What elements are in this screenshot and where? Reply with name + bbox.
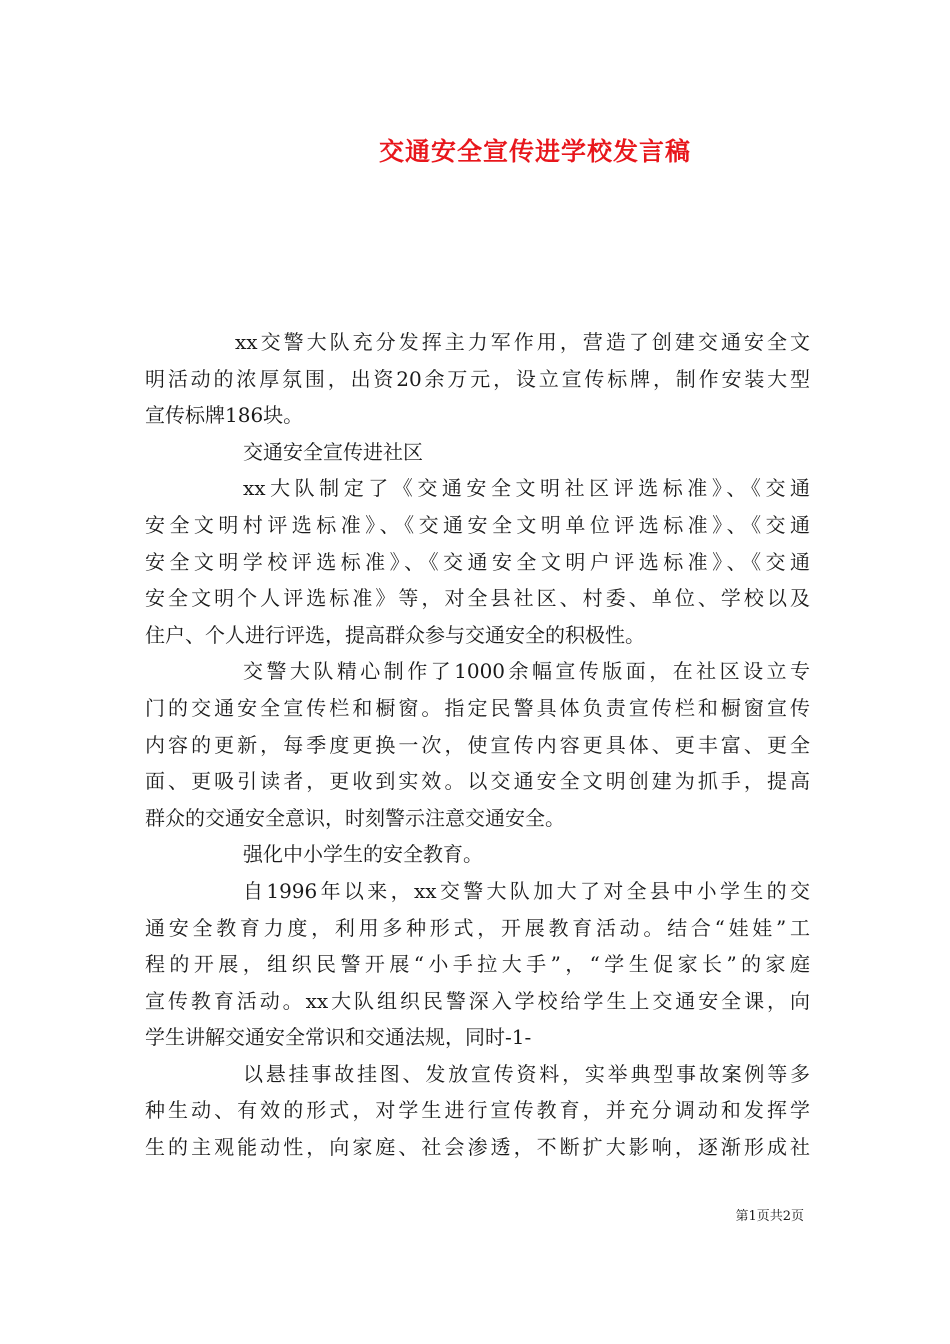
body-line: 面、更吸引读者，更收到实效。以交通安全文明创建为抓手，提高 xyxy=(145,769,810,794)
body-line: 种生动、有效的形式，对学生进行宣传教育，并充分调动和发挥学 xyxy=(145,1098,810,1123)
body-line: 自1996年以来，xx交警大队加大了对全县中小学生的交 xyxy=(243,878,810,903)
body-line: 学生讲解交通安全常识和交通法规，同时-1- xyxy=(145,1025,532,1050)
body-line: 安全文明个人评选标准》等，对全县社区、村委、单位、学校以及 xyxy=(145,586,810,611)
body-line: xx交警大队充分发挥主力军作用，营造了创建交通安全文 xyxy=(235,330,810,354)
body-line: 程的开展，组织民警开展“小手拉大手”，“学生促家长”的家庭 xyxy=(145,952,810,977)
body-line: 门的交通安全宣传栏和橱窗。指定民警具体负责宣传栏和橱窗宣传 xyxy=(145,695,810,720)
body-line: 生的主观能动性，向家庭、社会渗透，不断扩大影响，逐渐形成社 xyxy=(145,1135,810,1160)
body-line: 以悬挂事故挂图、发放宣传资料，实举典型事故案例等多 xyxy=(243,1061,810,1086)
body-line: 住户、个人进行评选，提高群众参与交通安全的积极性。 xyxy=(145,622,645,647)
page-footer: 第1页共2页 xyxy=(735,1209,804,1224)
body-line: xx大队制定了《交通安全文明社区评选标准》、《交通 xyxy=(243,476,810,501)
body-line: 交警大队精心制作了1000余幅宣传版面，在社区设立专 xyxy=(243,659,810,684)
body-line: 宣传教育活动。xx大队组织民警深入学校给学生上交通安全课，向 xyxy=(145,988,810,1013)
body-line: 交通安全宣传进社区 xyxy=(243,439,423,464)
body-line: 安全文明学校评选标准》、《交通安全文明户评选标准》、《交通 xyxy=(145,549,810,574)
document-title: 交通安全宣传进学校发言稿 xyxy=(378,137,691,166)
body-line: 内容的更新，每季度更换一次，使宣传内容更具体、更丰富、更全 xyxy=(145,732,810,757)
body-line: 群众的交通安全意识，时刻警示注意交通安全。 xyxy=(145,805,565,830)
body-line: 强化中小学生的安全教育。 xyxy=(243,842,483,867)
body-line: 安全文明村评选标准》、《交通安全文明单位评选标准》、《交通 xyxy=(145,512,810,537)
body-line: 宣传标牌186块。 xyxy=(145,403,304,428)
document-body xyxy=(145,324,810,1166)
body-line: 通安全教育力度，利用多种形式，开展教育活动。结合“娃娃”工 xyxy=(145,915,810,940)
body-line: 明活动的浓厚氛围，出资20余万元，设立宣传标牌，制作安装大型 xyxy=(145,366,810,391)
